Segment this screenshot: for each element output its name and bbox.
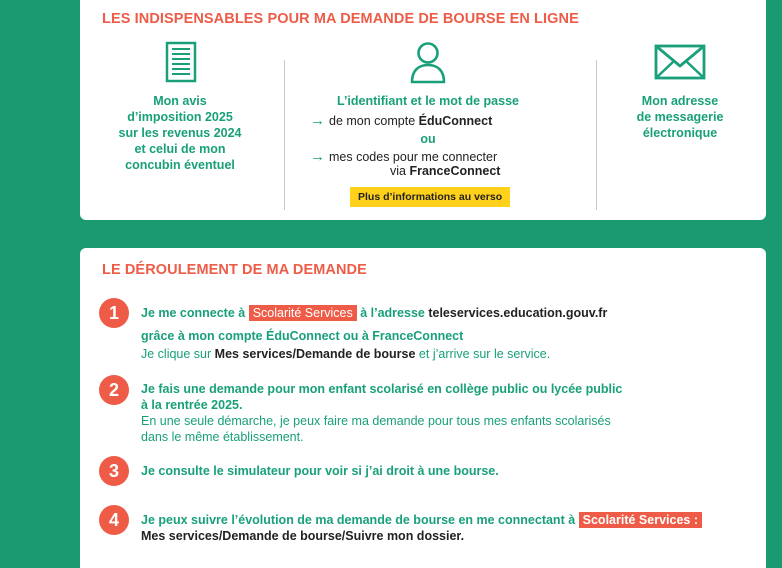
step-1-line-2: grâce à mon compte ÉduConnect ou à FranceConnect — [141, 329, 464, 343]
deroulement-card — [80, 248, 766, 568]
step-number: 3 — [99, 456, 129, 486]
or-label: ou — [420, 132, 436, 146]
step-number: 4 — [99, 505, 129, 535]
scolarite-services-tag: Scolarité Services — [249, 305, 357, 321]
service-url: teleservices.education.gouv.fr — [428, 306, 608, 320]
franceconnect-line-2: via FranceConnect — [390, 164, 501, 178]
credentials-title: L’identifiant et le mot de passe — [337, 94, 519, 108]
document-icon — [164, 40, 198, 84]
step-4-line-2: Mes services/Demande de bourse/Suivre mon dossier. — [141, 529, 465, 543]
section-title-deroulement: LE DÉROULEMENT DE MA DEMANDE — [102, 262, 367, 278]
step-2-line-1: Je fais une demande pour mon enfant scolarisé en collège public ou lycée public — [141, 382, 623, 396]
tax-line: et celui de mon — [134, 142, 226, 156]
step-4-line-1: Je peux suivre l’évolution de ma demande de bourse en me connectant à Scolarité Services : — [141, 512, 702, 528]
envelope-icon — [654, 44, 706, 80]
tax-line: Mon avis — [153, 94, 207, 108]
franceconnect-line: → mes codes pour me connecter — [310, 148, 498, 165]
step-3-line-1: Je consulte le simulateur pour voir si j’ai droit à une bourse. — [141, 464, 499, 478]
email-line: électronique — [642, 126, 718, 140]
divider — [284, 60, 285, 210]
email-line: de messagerie — [636, 110, 724, 124]
user-icon — [408, 40, 448, 84]
email-line: Mon adresse — [641, 94, 719, 108]
step-2-line-4: dans le même établissement. — [141, 430, 304, 444]
tax-line: d’imposition 2025 — [127, 110, 233, 124]
more-info-badge: Plus d’informations au verso — [350, 187, 510, 207]
arrow-right-icon: → — [310, 148, 325, 165]
step-number: 2 — [99, 375, 129, 405]
col-email — [610, 93, 750, 141]
divider — [596, 60, 597, 210]
step-2-line-2: à la rentrée 2025. — [141, 398, 243, 412]
tax-line: concubin éventuel — [125, 158, 235, 172]
scolarite-services-tag: Scolarité Services : — [579, 512, 702, 528]
arrow-right-icon: → — [310, 112, 325, 129]
step-1-line-3: Je clique sur Mes services/Demande de bourse et j’arrive sur le service. — [141, 347, 551, 361]
col-tax-notice — [100, 93, 260, 173]
indispensables-card — [80, 0, 766, 220]
tax-line: sur les revenus 2024 — [118, 126, 242, 140]
step-number: 1 — [99, 298, 129, 328]
step-2-line-3: En une seule démarche, je peux faire ma demande pour tous mes enfants scolarisés — [141, 414, 611, 428]
step-1-line-1: Je me connecte à Scolarité Services à l’adresse teleservices.education.gouv.fr — [141, 306, 608, 320]
section-title-indispensables: LES INDISPENSABLES POUR MA DEMANDE DE BOURSE EN LIGNE — [102, 11, 579, 27]
educonnect-line: → de mon compte ÉduConnect — [310, 112, 493, 129]
